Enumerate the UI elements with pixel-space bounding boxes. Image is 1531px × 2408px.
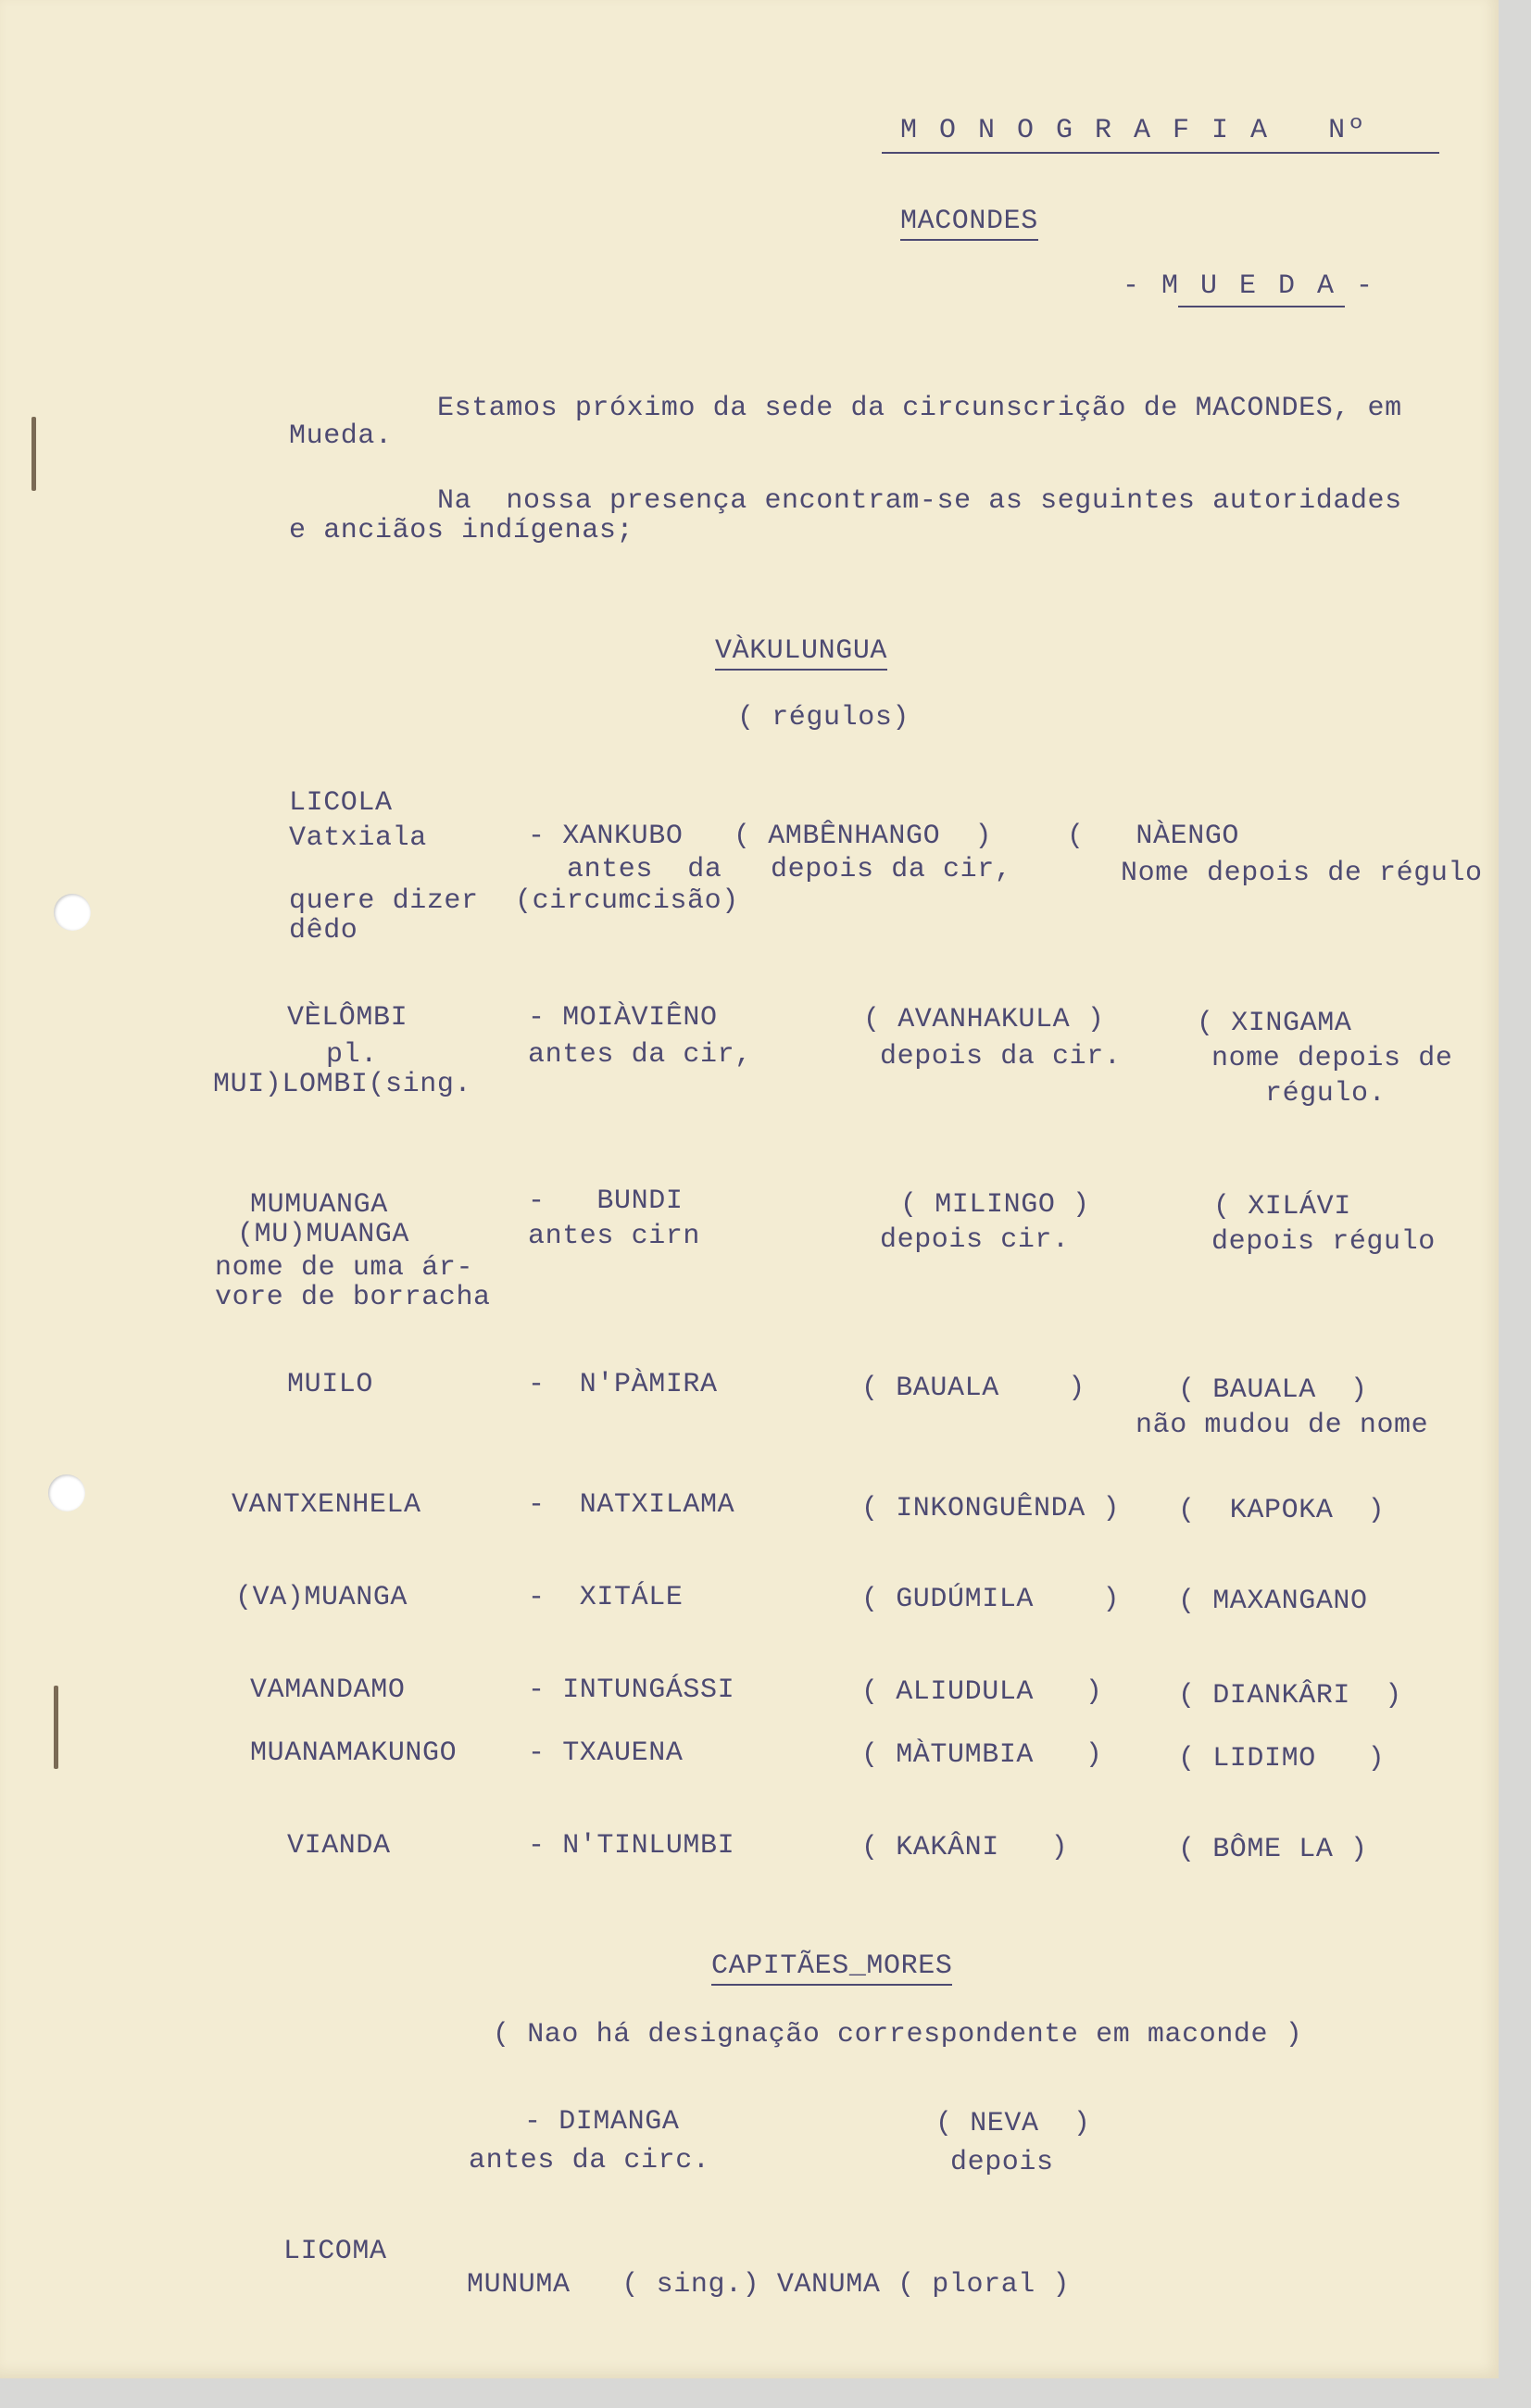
monografia-heading: M O N O G R A F I A Nº <box>900 115 1368 146</box>
row-7-col1: - TXAUENA <box>528 1737 684 1769</box>
row-7-col2: ( MÀTUMBIA ) <box>861 1739 1103 1771</box>
row-2-name: nome de uma ár- <box>215 1252 474 1284</box>
row-3-col3-note: não mudou de nome <box>1136 1410 1429 1441</box>
staple-mark-bottom <box>54 1686 58 1769</box>
punch-hole-top <box>54 894 91 931</box>
capitaes-col1-note: antes da circ. <box>469 2145 710 2176</box>
row-2-col3: ( XILÁVI <box>1213 1191 1351 1223</box>
row-8-col3: ( BÔME LA ) <box>1178 1834 1368 1865</box>
mueda-heading: - M U E D A - <box>1123 270 1376 302</box>
row-0-name-extra: quere dizer <box>289 885 479 917</box>
capitaes-title: CAPITÃES_MORES <box>711 1950 952 1986</box>
capitaes-col2: ( NEVA ) <box>935 2108 1091 2139</box>
row-2-col3-note: depois régulo <box>1211 1226 1436 1258</box>
row-3-col2: ( BAUALA ) <box>861 1373 1086 1404</box>
row-1-name: pl. <box>326 1039 378 1071</box>
row-0-col1-note: antes da <box>567 854 722 885</box>
capitaes-col2-note: depois <box>950 2147 1054 2178</box>
mueda-underline <box>1178 306 1345 307</box>
intro-paragraph-2-line-1: Na nossa presença encontram-se as seguintes autoridades <box>437 485 1402 517</box>
row-7-col3: ( LIDIMO ) <box>1178 1743 1386 1775</box>
row-2-col2: ( MILINGO ) <box>900 1189 1090 1221</box>
row-0-col1-note-2: (circumcisão) <box>515 885 739 917</box>
staple-mark-top <box>31 417 36 491</box>
row-4-col3: ( KAPOKA ) <box>1178 1495 1386 1526</box>
row-8-name: VIANDA <box>287 1830 391 1862</box>
row-0-col1: - XANKUBO <box>528 821 684 852</box>
row-0-col3: ( NÀENGO <box>1067 821 1240 852</box>
row-7-name: MUANAMAKUNGO <box>250 1737 458 1769</box>
row-5-col2: ( GUDÚMILA ) <box>861 1584 1121 1615</box>
macondes-heading: MACONDES <box>900 206 1038 241</box>
row-2-name: vore de borracha <box>215 1282 491 1313</box>
intro-paragraph-1-line-2: Mueda. <box>289 420 393 452</box>
row-0-col2-note: depois da cir, <box>771 854 1012 885</box>
monografia-underline <box>882 152 1439 154</box>
vakulungua-subtitle: ( régulos) <box>737 702 910 734</box>
row-0-name: Vatxiala <box>289 822 427 854</box>
row-8-col2: ( KAKÂNI ) <box>861 1832 1069 1863</box>
row-5-col1: - XITÁLE <box>528 1582 684 1613</box>
row-6-name: VAMANDAMO <box>250 1674 406 1706</box>
row-4-name: VANTXENHELA <box>232 1489 421 1521</box>
row-1-name: MUI)LOMBI(sing. <box>213 1069 472 1100</box>
row-8-col1: - N'TINLUMBI <box>528 1830 735 1862</box>
intro-paragraph-2-line-2: e anciãos indígenas; <box>289 515 634 546</box>
row-5-name: (VA)MUANGA <box>235 1582 408 1613</box>
row-3-col1: - N'PÀMIRA <box>528 1369 718 1400</box>
row-6-col3: ( DIANKÂRI ) <box>1178 1680 1402 1712</box>
row-2-name: MUMUANGA <box>250 1189 388 1221</box>
row-3-col3: ( BAUALA ) <box>1178 1374 1368 1406</box>
row-0-name: LICOLA <box>289 787 393 819</box>
vakulungua-title: VÀKULUNGUA <box>715 635 887 671</box>
row-0-name-extra: dêdo <box>289 915 358 947</box>
row-4-col2: ( INKONGUÊNDA ) <box>861 1493 1121 1524</box>
punch-hole-bottom <box>48 1474 85 1511</box>
row-6-col1: - INTUNGÁSSI <box>528 1674 735 1706</box>
row-1-col3-note-2: régulo. <box>1265 1078 1387 1110</box>
row-0-col3-note: Nome depois de régulo <box>1121 858 1483 889</box>
row-1-name: VÈLÔMBI <box>287 1002 408 1034</box>
capitaes-subtitle: ( Nao há designação correspondente em maconde ) <box>493 2019 1303 2051</box>
row-2-col1: - BUNDI <box>528 1185 684 1217</box>
row-5-col3: ( MAXANGANO <box>1178 1586 1368 1617</box>
row-3-name: MUILO <box>287 1369 374 1400</box>
row-1-col3: ( XINGAMA <box>1197 1008 1352 1039</box>
row-2-col2-note: depois cir. <box>880 1224 1070 1256</box>
row-0-col2: ( AMBÊNHANGO ) <box>734 821 993 852</box>
row-1-col3-note: nome depois de <box>1211 1043 1453 1074</box>
row-2-col1-note: antes cirn <box>528 1221 701 1252</box>
intro-paragraph-1-line-1: Estamos próximo da sede da circunscrição de MACONDES, em <box>437 393 1402 424</box>
row-1-col2: ( AVANHAKULA ) <box>863 1004 1105 1035</box>
row-2-name: (MU)MUANGA <box>237 1219 410 1250</box>
munuma-line: MUNUMA ( sing.) VANUMA ( ploral ) <box>467 2269 1071 2301</box>
capitaes-col1: - DIMANGA <box>524 2106 680 2138</box>
row-1-col2-note: depois da cir. <box>880 1041 1122 1072</box>
row-4-col1: - NATXILAMA <box>528 1489 735 1521</box>
row-1-col1-note: antes da cir, <box>528 1039 752 1071</box>
row-6-col2: ( ALIUDULA ) <box>861 1676 1103 1708</box>
row-1-col1: - MOIÀVIÊNO <box>528 1002 718 1034</box>
licoma-label: LICOMA <box>283 2236 387 2267</box>
